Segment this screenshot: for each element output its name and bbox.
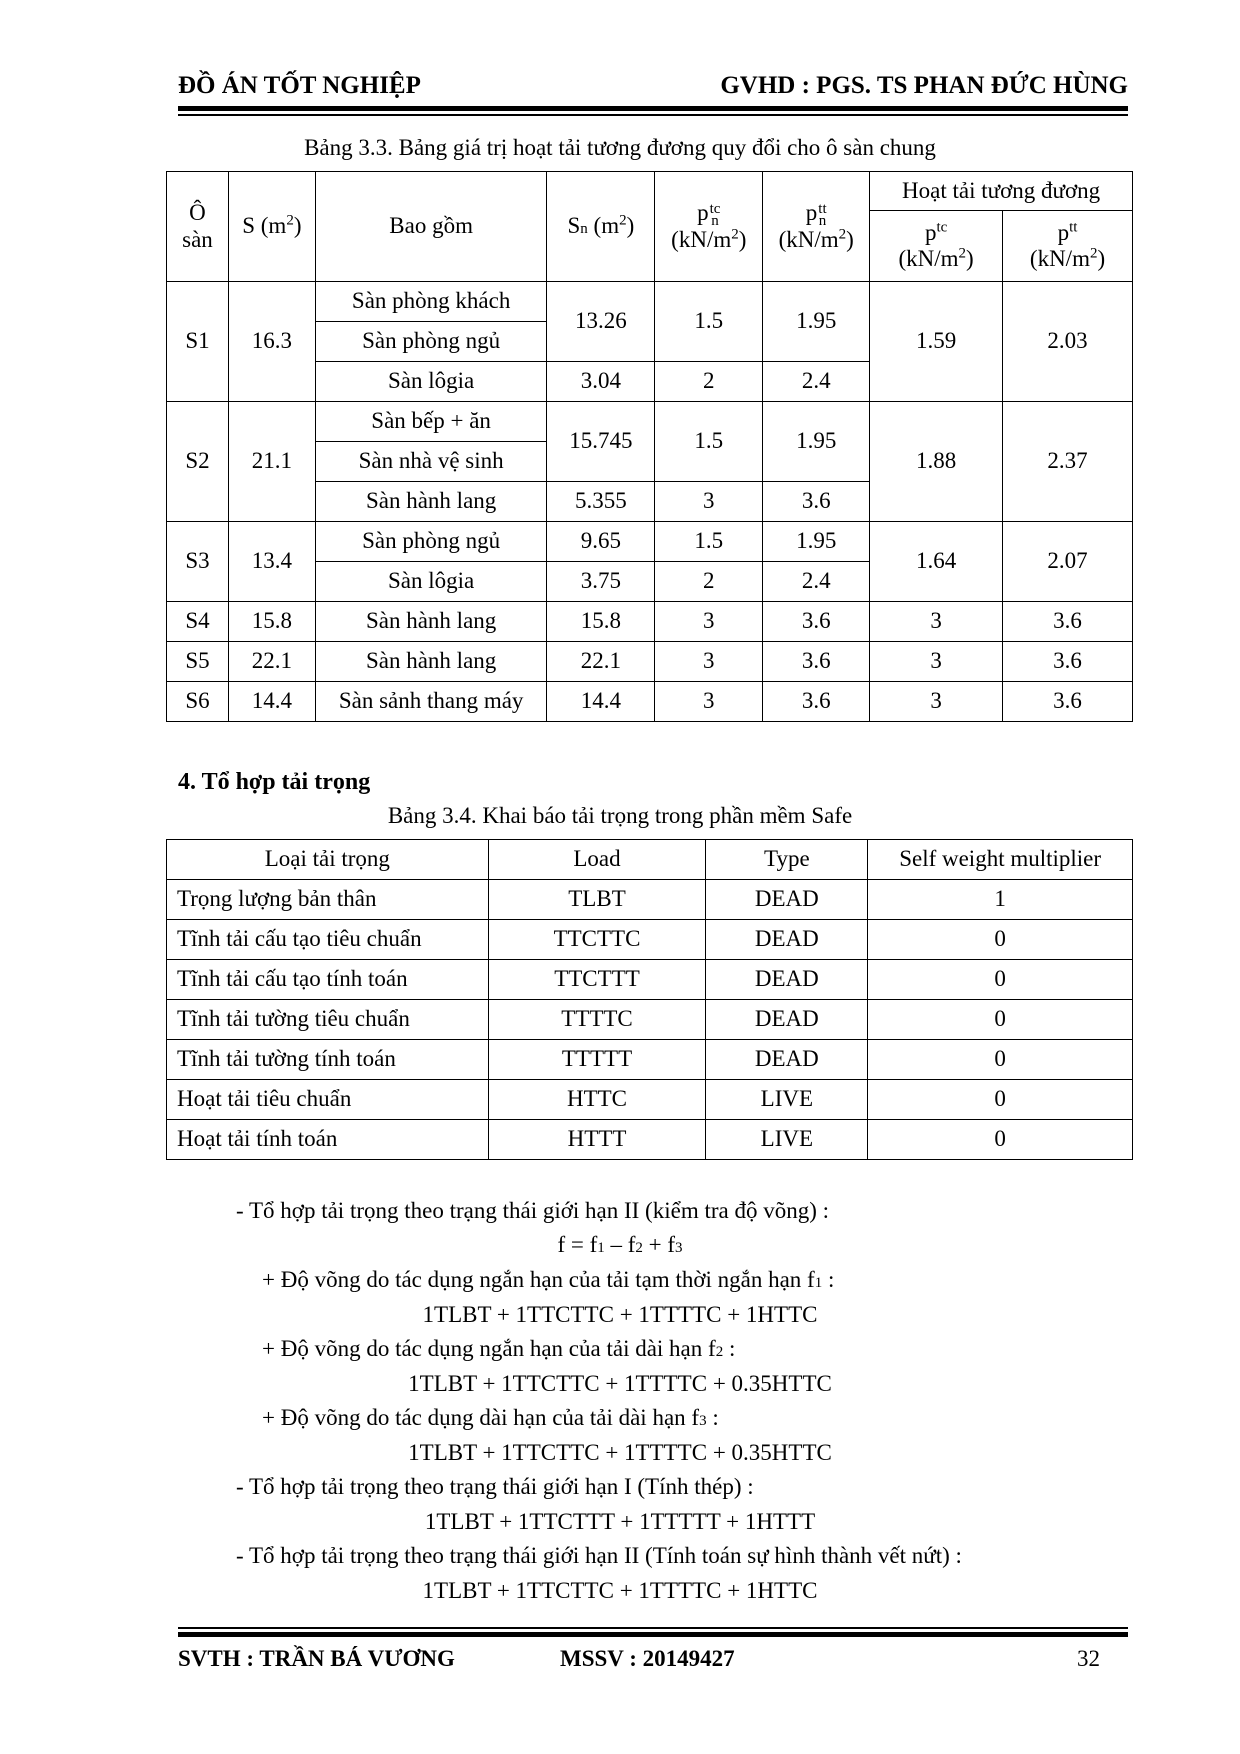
header-rule-thick [178,106,1128,111]
col-header-eq-ptc: $p^{tc}$ $(kN/m^2)$ [870,211,1003,282]
col-header-load: Load [488,840,706,880]
page-number: 32 [1077,1646,1100,1671]
combo-f3-heading: + Độ võng do tác dụng dài hạn của tải dài hạn f3 : [262,1405,719,1430]
table-row: Hoạt tải tiêu chuẩn HTTC LIVE 0 [167,1080,1133,1120]
table2-caption: Bảng 3.4. Khai báo tải trọng trong phần mềm Safe [387,803,853,828]
table-row: S1 16.3 Sàn phòng khách 13.26 1.5 1.95 1.59 2.03 [167,282,1133,322]
table-row: Tĩnh tải cấu tạo tính toán TTCTTT DEAD 0 [167,960,1133,1000]
combo-f2-heading: + Độ võng do tác dụng ngắn hạn của tải dài hạn f2 : [262,1336,736,1361]
deflection-formula: f = f1 – f2 + f3 [557,1232,683,1257]
equivalent-live-load-table [166,171,1133,722]
col-header-sn: Sn $(m^2)$ [547,172,655,282]
table-row: Hoạt tải tính toán HTTT LIVE 0 [167,1120,1133,1160]
combo-crack-heading: - Tổ hợp tải trọng theo trạng thái giới hạn II (Tính toán sự hình thành vết nứt) : [236,1543,962,1568]
header-rule-thin [178,114,1128,116]
table-row: S6 14.4 Sàn sảnh thang máy 14.4 3 3.6 3 3.6 [167,682,1133,722]
table-row: S3 13.4 Sàn phòng ngủ 9.65 1.5 1.95 1.64 2.07 [167,522,1133,562]
table-row: S5 22.1 Sàn hành lang 22.1 3 3.6 3 3.6 [167,642,1133,682]
table-row: Sàn nhà vệ sinh [167,442,1133,482]
col-header-self-weight: Self weight multiplier [868,840,1133,880]
combo-uls-formula: 1TLBT + 1TTCTTT + 1TTTTT + 1HTTT [424,1509,816,1534]
col-header-bao-gom: Bao gồm [315,172,547,282]
table-row: Tĩnh tải tường tiêu chuẩn TTTTC DEAD 0 [167,1000,1133,1040]
table-row: Tĩnh tải tường tính toán TTTTT DEAD 0 [167,1040,1133,1080]
combo-sls-deflection-heading: - Tổ hợp tải trọng theo trạng thái giới hạn II (kiểm tra độ võng) : [236,1198,830,1223]
table-row: Sàn phòng ngủ [167,322,1133,362]
load-declaration-table [166,839,1133,1160]
table-header-row [167,840,1133,880]
table1-caption: Bảng 3.3. Bảng giá trị hoạt tải tương đương quy đổi cho ô sàn chung [304,135,936,160]
table-row: S2 21.1 Sàn bếp + ăn 15.745 1.5 1.95 1.88 2.37 [167,402,1133,442]
combo-f3-formula: 1TLBT + 1TTCTTC + 1TTTTC + 0.35HTTC [408,1440,832,1465]
table-row: Sàn lôgia 3.75 2 2.4 [167,562,1133,602]
combo-f2-formula: 1TLBT + 1TTCTTC + 1TTTTC + 0.35HTTC [408,1371,832,1396]
col-header-ptc: p tc n $(kN/m^2)$ [655,172,763,282]
col-header-eq-ptt: $p^{tt}$ $(kN/m^2)$ [1003,211,1133,282]
footer-student-id: MSSV : 20149427 [560,1646,735,1671]
footer-rule-thick [178,1632,1128,1637]
table-row: S4 15.8 Sàn hành lang 15.8 3 3.6 3 3.6 [167,602,1133,642]
table-row: Trọng lượng bản thân TLBT DEAD 1 [167,880,1133,920]
col-header-ptt: p tt n $(kN/m^2)$ [763,172,870,282]
header-title: ĐỒ ÁN TỐT NGHIỆP [178,72,421,99]
table-row: Sàn lôgia 3.04 2 2.4 [167,362,1133,402]
header-advisor: GVHD : PGS. TS PHAN ĐỨC HÙNG [720,72,1128,99]
combo-f1-heading: + Độ võng do tác dụng ngắn hạn của tải tạm thời ngắn hạn f1 : [262,1267,835,1292]
col-header-equivalent: Hoạt tải tương đương [870,172,1133,211]
footer-student: SVTH : TRẦN BÁ VƯƠNG [178,1646,455,1671]
combo-crack-formula: 1TLBT + 1TTCTTC + 1TTTTC + 1HTTC [422,1578,818,1603]
section-heading: 4. Tổ hợp tải trọng [178,769,371,795]
table-row: Tĩnh tải cấu tạo tiêu chuẩn TTCTTC DEAD 0 [167,920,1133,960]
page-header [178,72,1128,108]
combo-uls-heading: - Tổ hợp tải trọng theo trạng thái giới hạn I (Tính thép) : [236,1474,754,1499]
table-row: Sàn hành lang 5.355 3 3.6 [167,482,1133,522]
col-header-o-san: Ô sàn [167,172,229,282]
col-header-s: S $(m^2)$ [228,172,315,282]
col-header-load-type: Loại tải trọng [167,840,489,880]
footer-rule-thin [178,1627,1128,1629]
combo-f1-formula: 1TLBT + 1TTCTTC + 1TTTTC + 1HTTC [422,1302,818,1327]
col-header-type: Type [706,840,868,880]
